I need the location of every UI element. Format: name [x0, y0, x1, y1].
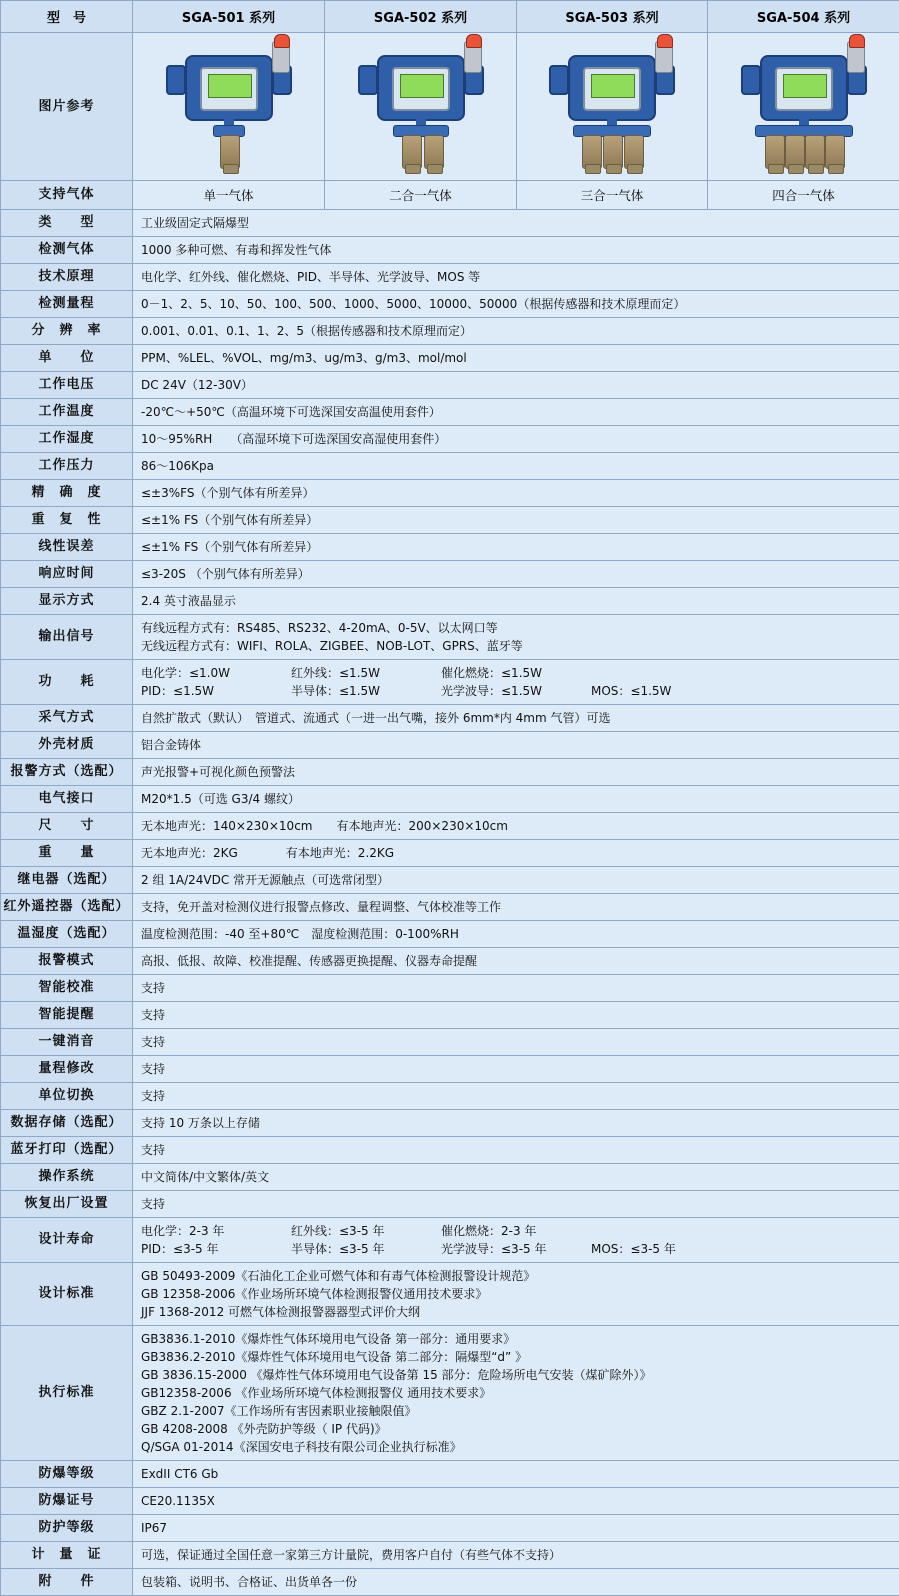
row-value — [133, 1488, 899, 1515]
table-row — [1, 705, 899, 732]
value-cell — [591, 664, 731, 682]
row-value — [133, 318, 899, 345]
table-row — [1, 1218, 899, 1263]
table-row — [1, 372, 899, 399]
row-label: 智能提醒 — [1, 1002, 133, 1029]
header-model-4: SGA-504 系列 — [708, 1, 899, 33]
row-value — [133, 1263, 899, 1326]
value-line: 1000 多种可燃、有毒和挥发性气体 — [141, 241, 891, 259]
value-line: 86～106Kpa — [141, 457, 891, 475]
row-label: 报警模式 — [1, 948, 133, 975]
row-label: 单 位 — [1, 345, 133, 372]
row-label: 工作压力 — [1, 453, 133, 480]
row-value — [133, 507, 899, 534]
row-label: 操作系统 — [1, 1164, 133, 1191]
table-row — [1, 1542, 899, 1569]
table-row — [1, 210, 899, 237]
value-line: 支持 — [141, 979, 891, 997]
value-line: GB 4208-2008 《外壳防护等级（ IP 代码)》 — [141, 1420, 891, 1438]
header-model-3: SGA-503 系列 — [517, 1, 708, 33]
row-value — [133, 1110, 899, 1137]
gas-support-label: 支持气体 — [1, 181, 133, 210]
row-label: 外壳材质 — [1, 732, 133, 759]
value-line: 0.001、0.01、0.1、1、2、5（根据传感器和技术原理而定） — [141, 322, 891, 340]
gas-support-value-3: 三合一气体 — [517, 181, 708, 210]
row-value — [133, 786, 899, 813]
gas-support-value-4: 四合一气体 — [708, 181, 899, 210]
gas-support-value-2: 二合一气体 — [325, 181, 517, 210]
value-line: 支持，免开盖对检测仪进行报警点修改、量程调整、气体校准等工作 — [141, 898, 891, 916]
row-value — [133, 660, 899, 705]
value-line: 铝合金铸体 — [141, 736, 891, 754]
table-row — [1, 264, 899, 291]
value-line: 10～95%RH （高湿环境下可选深国安高湿使用套件） — [141, 430, 891, 448]
table-row — [1, 948, 899, 975]
image-reference-label: 图片参考 — [1, 33, 133, 181]
table-row — [1, 426, 899, 453]
row-value — [133, 615, 899, 660]
value-line: 温度检测范围：-40 至+80℃ 湿度检测范围：0-100%RH — [141, 925, 891, 943]
row-label: 响应时间 — [1, 561, 133, 588]
table-row — [1, 1110, 899, 1137]
row-label: 技术原理 — [1, 264, 133, 291]
row-label: 防爆证号 — [1, 1488, 133, 1515]
row-value — [133, 705, 899, 732]
row-label: 尺 寸 — [1, 813, 133, 840]
value-line: PPM、%LEL、%VOL、mg/m3、ug/m3、g/m3、mol/mol — [141, 349, 891, 367]
value-line: 中文简体/中文繁体/英文 — [141, 1168, 891, 1186]
value-line — [141, 664, 891, 682]
value-cell: 红外线：≤3-5 年 — [291, 1222, 441, 1240]
gas-detector-icon — [729, 37, 879, 172]
row-label: 工作电压 — [1, 372, 133, 399]
value-line: 声光报警+可视化颜色预警法 — [141, 763, 891, 781]
table-row — [1, 894, 899, 921]
table-row — [1, 291, 899, 318]
row-value — [133, 921, 899, 948]
value-line: GB 50493-2009《石油化工企业可燃气体和有毒气体检测报警设计规范》 — [141, 1267, 891, 1285]
row-label: 显示方式 — [1, 588, 133, 615]
spec-rows — [1, 210, 899, 1596]
value-line: 无本地声光：140×230×10cm 有本地声光：200×230×10cm — [141, 817, 891, 835]
table-row — [1, 732, 899, 759]
row-value — [133, 948, 899, 975]
row-value — [133, 813, 899, 840]
table-row — [1, 867, 899, 894]
table-row — [1, 1002, 899, 1029]
value-line: Q/SGA 01-2014《深国安电子科技有限公司企业执行标准》 — [141, 1438, 891, 1456]
table-row — [1, 1083, 899, 1110]
row-label: 工作温度 — [1, 399, 133, 426]
row-value — [133, 1164, 899, 1191]
row-label: 类 型 — [1, 210, 133, 237]
value-line: M20*1.5（可选 G3/4 螺纹） — [141, 790, 891, 808]
gas-detector-icon — [154, 37, 304, 172]
row-label: 工作湿度 — [1, 426, 133, 453]
gas-detector-icon — [346, 37, 496, 172]
value-line: 工业级固定式隔爆型 — [141, 214, 891, 232]
value-line: 2.4 英寸液晶显示 — [141, 592, 891, 610]
table-row — [1, 345, 899, 372]
value-line: 支持 — [141, 1195, 891, 1213]
value-line: 支持 — [141, 1033, 891, 1051]
value-line: CE20.1135X — [141, 1492, 891, 1510]
table-row — [1, 615, 899, 660]
product-image-4 — [708, 33, 899, 181]
value-line: 高报、低报、故障、校准提醒、传感器更换提醒、仪器寿命提醒 — [141, 952, 891, 970]
row-value — [133, 561, 899, 588]
table-row — [1, 1191, 899, 1218]
value-line: 有线远程方式有：RS485、RS232、4-20mA、0-5V、以太网口等 — [141, 619, 891, 637]
value-line: 包装箱、说明书、合格证、出货单各一份 — [141, 1573, 891, 1591]
row-label: 设计寿命 — [1, 1218, 133, 1263]
row-label: 检测气体 — [1, 237, 133, 264]
table-row — [1, 921, 899, 948]
value-line: JJF 1368-2012 可燃气体检测报警器器型式评价大纲 — [141, 1303, 891, 1321]
value-line: ≤3-20S （个别气体有所差异） — [141, 565, 891, 583]
table-row — [1, 453, 899, 480]
value-line: 支持 — [141, 1006, 891, 1024]
row-label: 数据存储（选配） — [1, 1110, 133, 1137]
gas-support-row — [1, 181, 899, 210]
row-value — [133, 840, 899, 867]
row-value — [133, 588, 899, 615]
table-row — [1, 318, 899, 345]
product-image-2 — [325, 33, 517, 181]
row-label: 输出信号 — [1, 615, 133, 660]
table-row — [1, 237, 899, 264]
value-line: ExdII CT6 Gb — [141, 1465, 891, 1483]
row-value — [133, 1218, 899, 1263]
value-cell: 催化燃烧：2-3 年 — [441, 1222, 591, 1240]
value-line: 支持 10 万条以上存储 — [141, 1114, 891, 1132]
table-row — [1, 975, 899, 1002]
value-line: 0－1、2、5、10、50、100、500、1000、5000、10000、50000（根据传感器和技术原理而定） — [141, 295, 891, 313]
row-label: 智能校准 — [1, 975, 133, 1002]
table-header-row — [1, 1, 899, 33]
value-line: 可选，保证通过全国任意一家第三方计量院，费用客户自付（有些气体不支持） — [141, 1546, 891, 1564]
row-label: 防爆等级 — [1, 1461, 133, 1488]
row-value — [133, 1137, 899, 1164]
value-line: GB 12358-2006《作业场所环境气体检测报警仪通用技术要求》 — [141, 1285, 891, 1303]
value-cell: 光学波导：≤1.5W — [441, 682, 591, 700]
product-image-1 — [133, 33, 325, 181]
value-line: ≤±1% FS（个别气体有所差异） — [141, 538, 891, 556]
value-line: GBZ 2.1-2007《工作场所有害因素职业接触限值》 — [141, 1402, 891, 1420]
value-line: ≤±1% FS（个别气体有所差异） — [141, 511, 891, 529]
row-label: 附 件 — [1, 1569, 133, 1596]
row-label: 重 量 — [1, 840, 133, 867]
table-row — [1, 840, 899, 867]
row-value — [133, 894, 899, 921]
row-label: 精 确 度 — [1, 480, 133, 507]
row-label: 防护等级 — [1, 1515, 133, 1542]
row-label: 继电器（选配） — [1, 867, 133, 894]
row-value — [133, 1029, 899, 1056]
value-line: GB12358-2006 《作业场所环境气体检测报警仪 通用技术要求》 — [141, 1384, 891, 1402]
row-value — [133, 480, 899, 507]
row-label: 执行标准 — [1, 1326, 133, 1461]
value-line: 电化学、红外线、催化燃烧、PID、半导体、光学波导、MOS 等 — [141, 268, 891, 286]
row-label: 红外遥控器（选配） — [1, 894, 133, 921]
row-label: 电气接口 — [1, 786, 133, 813]
value-line: IP67 — [141, 1519, 891, 1537]
value-cell: 半导体：≤3-5 年 — [291, 1240, 441, 1258]
value-cell: 半导体：≤1.5W — [291, 682, 441, 700]
value-line: 支持 — [141, 1141, 891, 1159]
value-line: -20℃～+50℃（高温环境下可选深国安高温使用套件） — [141, 403, 891, 421]
row-value — [133, 453, 899, 480]
row-label: 蓝牙打印（选配） — [1, 1137, 133, 1164]
value-cell: MOS：≤1.5W — [591, 682, 731, 700]
value-cell: PID：≤3-5 年 — [141, 1240, 291, 1258]
table-row — [1, 813, 899, 840]
table-row — [1, 561, 899, 588]
row-value — [133, 867, 899, 894]
table-row — [1, 588, 899, 615]
row-value — [133, 291, 899, 318]
row-label: 设计标准 — [1, 1263, 133, 1326]
value-line: GB3836.1-2010《爆炸性气体环境用电气设备 第一部分：通用要求》 — [141, 1330, 891, 1348]
value-line: 支持 — [141, 1060, 891, 1078]
value-cell: MOS：≤3-5 年 — [591, 1240, 731, 1258]
row-value — [133, 1191, 899, 1218]
header-model-2: SGA-502 系列 — [325, 1, 517, 33]
table-row — [1, 660, 899, 705]
header-model-label: 型 号 — [1, 1, 133, 33]
value-line: 2 组 1A/24VDC 常开无源触点（可选常闭型） — [141, 871, 891, 889]
value-line: GB3836.2-2010《爆炸性气体环境用电气设备 第二部分：隔爆型“d” 》 — [141, 1348, 891, 1366]
value-line: ≤±3%FS（个别气体有所差异） — [141, 484, 891, 502]
row-label: 计 量 证 — [1, 1542, 133, 1569]
row-label: 单位切换 — [1, 1083, 133, 1110]
value-cell: PID：≤1.5W — [141, 682, 291, 700]
row-value — [133, 210, 899, 237]
row-label: 重 复 性 — [1, 507, 133, 534]
table-row — [1, 1029, 899, 1056]
header-model-1: SGA-501 系列 — [133, 1, 325, 33]
value-cell: 催化燃烧：≤1.5W — [441, 664, 591, 682]
row-value — [133, 372, 899, 399]
row-value — [133, 1515, 899, 1542]
value-line: 自然扩散式（默认） 管道式、流通式（一进一出气嘴，接外 6mm*内 4mm 气管）可选 — [141, 709, 891, 727]
gas-detector-icon — [537, 37, 687, 172]
table-row — [1, 1326, 899, 1461]
value-line: 无本地声光：2KG 有本地声光：2.2KG — [141, 844, 891, 862]
row-label: 恢复出厂设置 — [1, 1191, 133, 1218]
row-value — [133, 399, 899, 426]
row-label: 一键消音 — [1, 1029, 133, 1056]
table-row — [1, 1137, 899, 1164]
row-value — [133, 975, 899, 1002]
row-value — [133, 345, 899, 372]
row-value — [133, 1326, 899, 1461]
table-row — [1, 507, 899, 534]
row-value — [133, 759, 899, 786]
value-cell: 电化学：≤1.0W — [141, 664, 291, 682]
table-row — [1, 1056, 899, 1083]
row-label: 分 辨 率 — [1, 318, 133, 345]
value-line: DC 24V（12-30V） — [141, 376, 891, 394]
table-row — [1, 1488, 899, 1515]
row-label: 功 耗 — [1, 660, 133, 705]
table-row — [1, 1515, 899, 1542]
table-row — [1, 1569, 899, 1596]
value-cell: 红外线：≤1.5W — [291, 664, 441, 682]
row-value — [133, 264, 899, 291]
value-cell: 光学波导：≤3-5 年 — [441, 1240, 591, 1258]
row-label: 报警方式（选配） — [1, 759, 133, 786]
value-line — [141, 1240, 891, 1258]
row-value — [133, 534, 899, 561]
row-value — [133, 1083, 899, 1110]
row-label: 量程修改 — [1, 1056, 133, 1083]
row-value — [133, 237, 899, 264]
row-value — [133, 1542, 899, 1569]
row-value — [133, 1461, 899, 1488]
row-label: 温湿度（选配） — [1, 921, 133, 948]
row-value — [133, 426, 899, 453]
table-row — [1, 759, 899, 786]
table-row — [1, 1164, 899, 1191]
row-value — [133, 1056, 899, 1083]
table-row — [1, 1461, 899, 1488]
value-cell — [591, 1222, 731, 1240]
product-image-3 — [517, 33, 708, 181]
row-value — [133, 732, 899, 759]
table-row — [1, 1263, 899, 1326]
table-row — [1, 534, 899, 561]
value-cell: 电化学：2-3 年 — [141, 1222, 291, 1240]
value-line: 支持 — [141, 1087, 891, 1105]
table-row — [1, 786, 899, 813]
row-value — [133, 1002, 899, 1029]
value-line — [141, 1222, 891, 1240]
row-label: 检测量程 — [1, 291, 133, 318]
row-label: 采气方式 — [1, 705, 133, 732]
value-line: 无线远程方式有：WIFI、ROLA、ZIGBEE、NOB-LOT、GPRS、蓝牙等 — [141, 637, 891, 655]
table-row — [1, 399, 899, 426]
row-label: 线性误差 — [1, 534, 133, 561]
row-value — [133, 1569, 899, 1596]
image-reference-row — [1, 33, 899, 181]
value-line — [141, 682, 891, 700]
gas-support-value-1: 单一气体 — [133, 181, 325, 210]
table-row — [1, 480, 899, 507]
value-line: GB 3836.15-2000 《爆炸性气体环境用电气设备第 15 部分：危险场所电气安装（煤矿除外）》 — [141, 1366, 891, 1384]
